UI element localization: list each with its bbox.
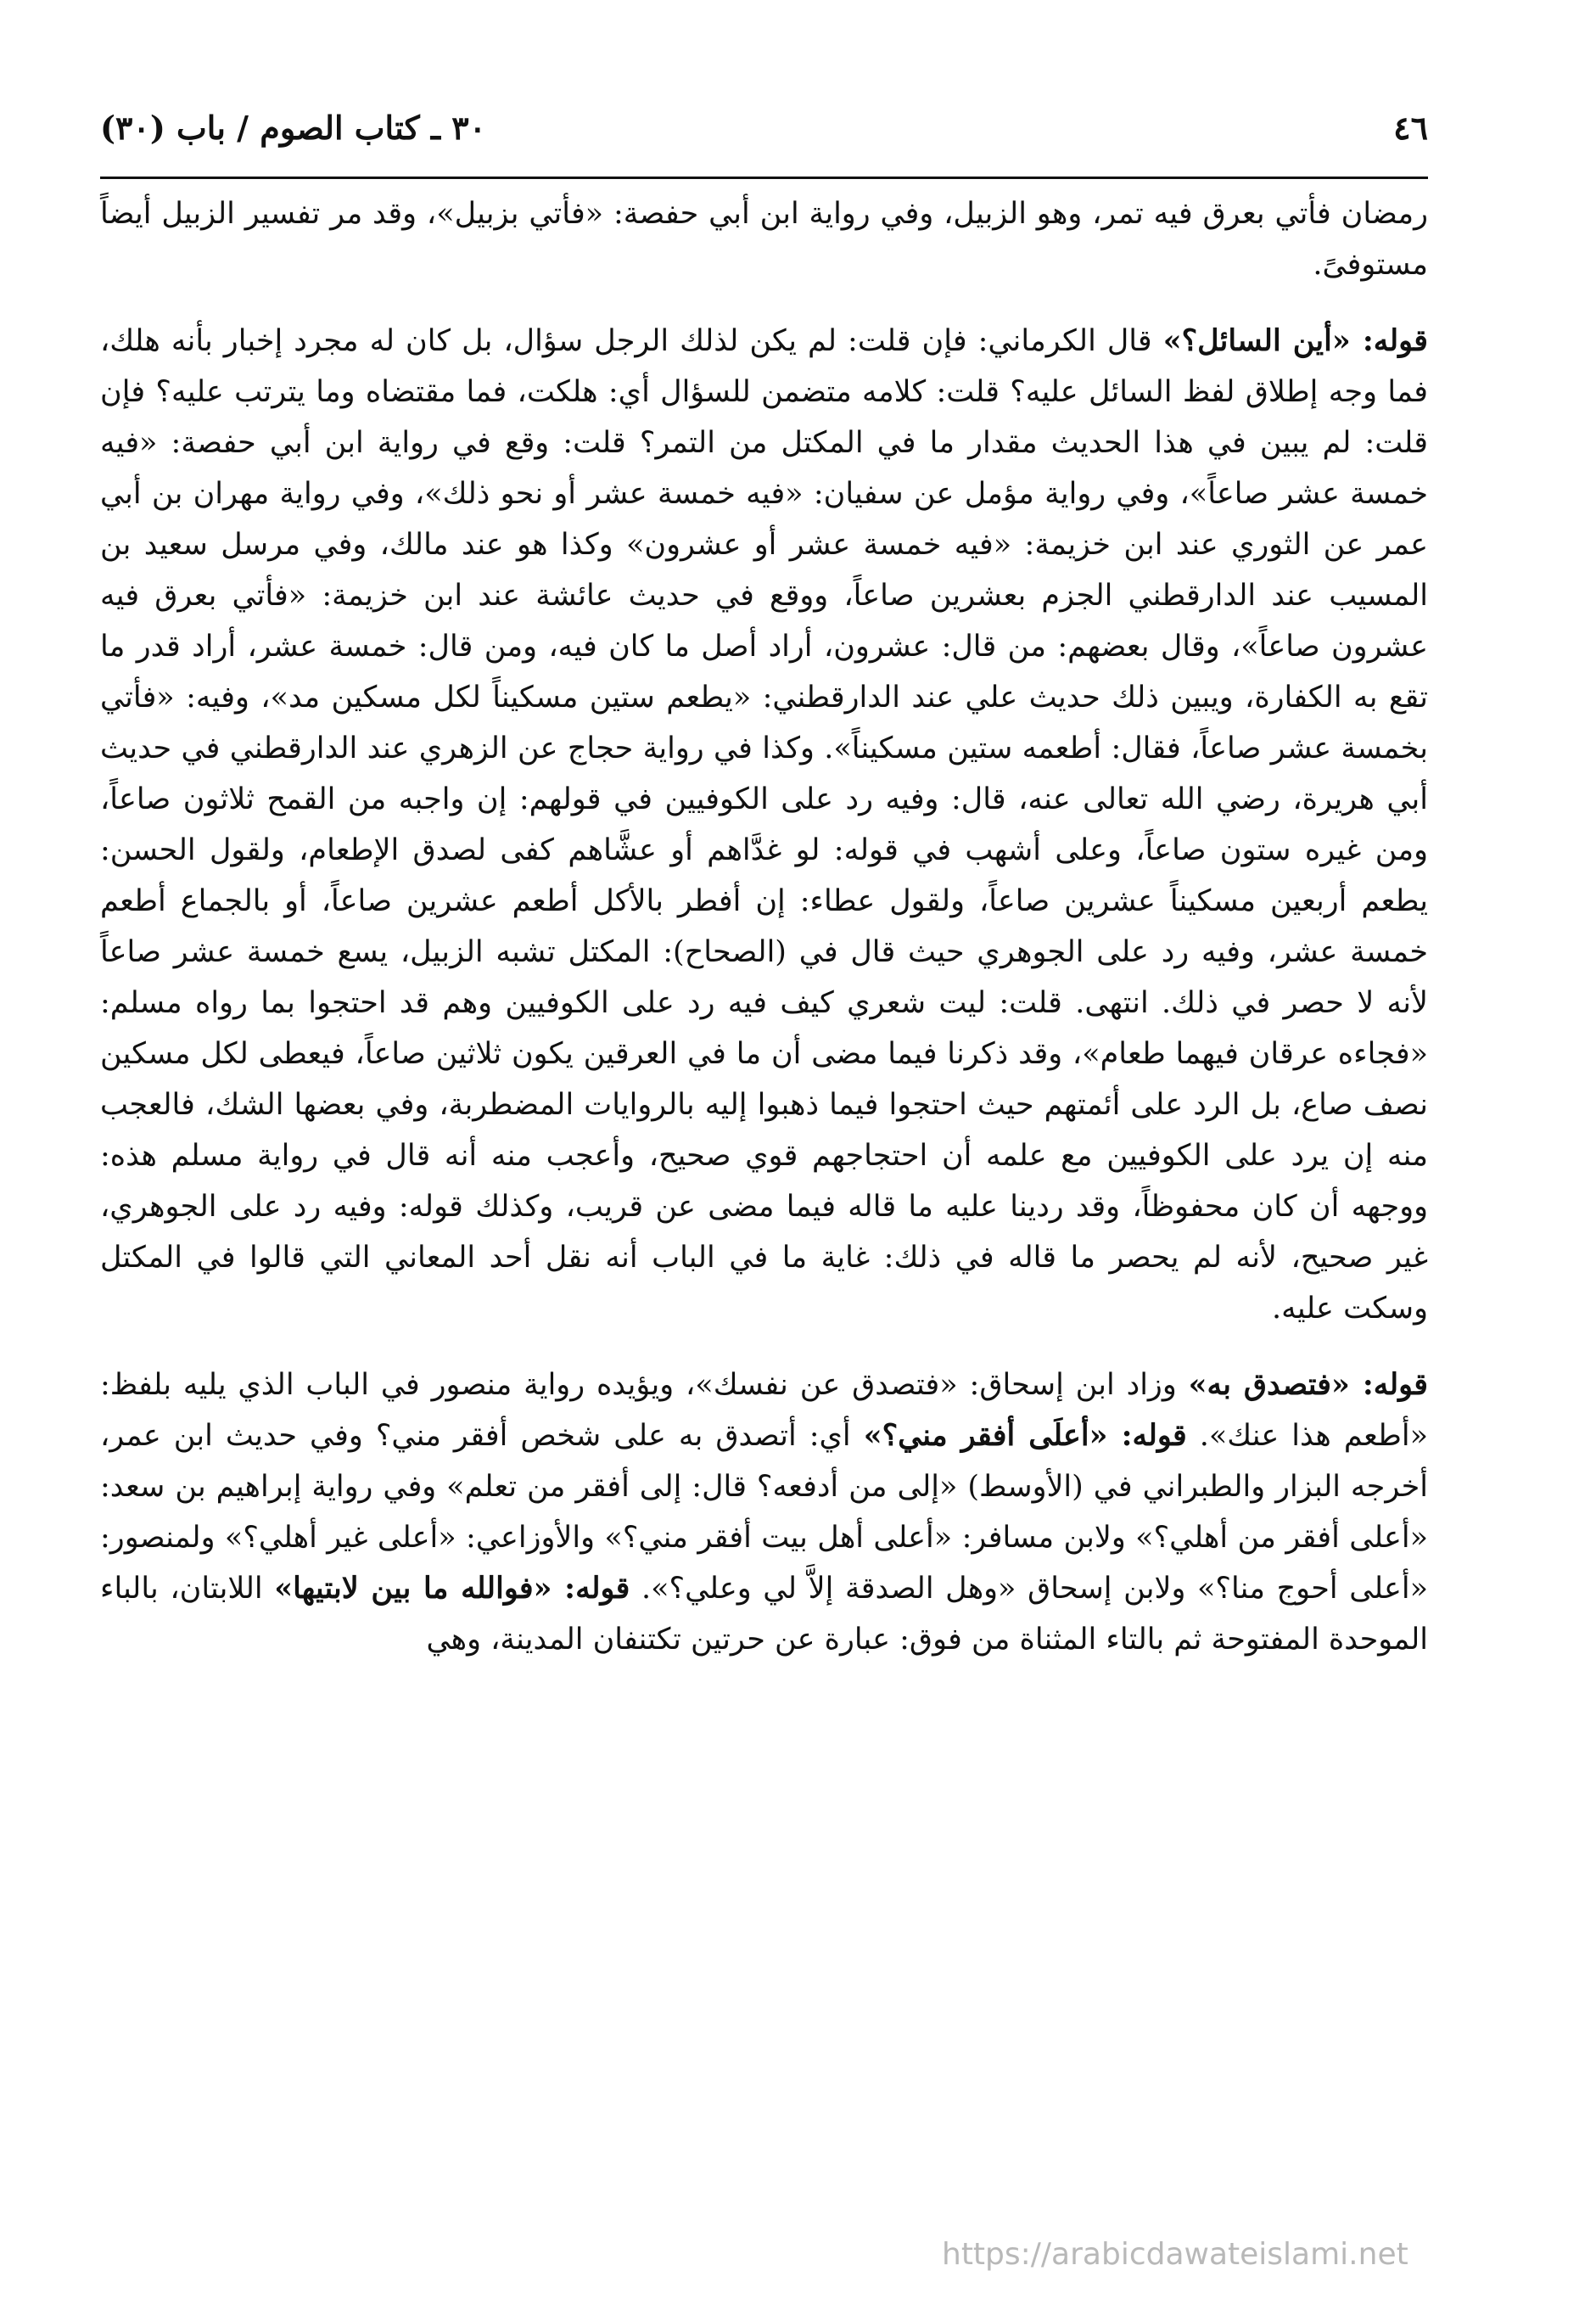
paragraph-3 (100, 1360, 1428, 1665)
body-text (100, 188, 1428, 1690)
paragraph-3-text: وزاد ابن إسحاق: «فتصدق عن نفسك»، ويؤيده رواية منصور في الباب الذي يليه بلفظ: «أطعم هذا عنك». (100, 1368, 1428, 1453)
paragraph-3-text-2: أي: أتصدق به على شخص أفقر مني؟ وفي حديث ابن عمر، أخرجه البزار والطبراني في (الأوسط) «إلى من أدفعه؟ قال: إلى أفقر من تعلم» وفي رواية إبراهيم بن سعد: «أعلى أفقر من أهلي؟» ولابن مسافر: «أعلى أهل بيت أفقر مني؟» والأوزاعي: «أعلى غير أهلي؟» ولمنصور: «أعلى أحوج منا؟» ولابن إسحاق «وهل الصدقة إلاَّ لي وعلي؟». (100, 1419, 1428, 1606)
paragraph-2 (100, 316, 1428, 1334)
page-number: ٤٦ (1393, 109, 1428, 147)
header-divider (100, 177, 1428, 179)
page-header (100, 109, 1428, 160)
paragraph-1-text: رمضان فأتي بعرق فيه تمر، وهو الزبيل، وفي رواية ابن أبي حفصة: «فأتي بزبيل»، وقد مر تفسير الزبيل أيضاً مستوفىً. (100, 197, 1428, 282)
paragraph-2-text: قال الكرماني: فإن قلت: لم يكن لذلك الرجل سؤال، بل كان له مجرد إخبار بأنه هلك، فما وجه إطلاق لفظ السائل عليه؟ قلت: كلامه متضمن للسؤال أي: هلكت، فما مقتضاه وما يترتب عليه؟ فإن قلت: لم يبين في هذا الحديث مقدار ما في المكتل من التمر؟ قلت: وقع في رواية ابن أبي حفصة: «فيه خمسة عشر صاعاً»، وفي رواية مؤمل عن سفيان: «فيه خمسة عشر أو نحو ذلك»، وفي رواية مهران بن أبي عمر عن الثوري عند ابن خزيمة: «فيه خمسة عشر أو عشرون» وكذا هو عند مالك، وفي مرسل سعيد بن المسيب عند الدارقطني الجزم بعشرين صاعاً، ووقع في حديث عائشة عند ابن خزيمة: «فأتي بعرق فيه عشرون صاعاً»، وقال بعضهم: من قال: عشرون، أراد أصل ما كان فيه، ومن قال: خمسة عشر، أراد قدر ما تقع به الكفارة، ويبين ذلك حديث علي عند الدارقطني: «يطعم ستين مسكيناً لكل مسكين مد»، وفيه: «فأتي بخمسة عشر صاعاً، فقال: أطعمه ستين مسكيناً». وكذا في رواية حجاج عن الزهري عند الدارقطني في حديث أبي هريرة، رضي الله تعالى عنه، قال: وفيه رد على الكوفيين في قولهم: إن واجبه من القمح ثلاثون صاعاً، ومن غيره ستون صاعاً، وعلى أشهب في قوله: لو غدَّاهم أو عشَّاهم كفى لصدق الإطعام، ولقول الحسن: يطعم أربعين مسكيناً عشرين صاعاً، ولقول عطاء: إن أفطر بالأكل أطعم عشرين صاعاً، أو بالجماع أطعم خمسة عشر، وفيه رد على الجوهري حيث قال في (الصحاح): المكتل تشبه الزبيل، يسع خمسة عشر صاعاً لأنه لا حصر في ذلك. انتهى. قلت: ليت شعري كيف فيه رد على الكوفيين وهم قد احتجوا بما رواه مسلم: «فجاءه عرقان فيهما طعام»، وقد ذكرنا فيما مضى أن ما في العرقين يكون ثلاثين صاعاً، فيعطى لكل مسكين نصف صاع، بل الرد على أئمتهم حيث احتجوا فيما ذهبوا إليه بالروايات المضطربة، وفي بعضها الشك، فالعجب منه إن يرد على الكوفيين مع علمه أن احتجاجهم قوي صحيح، وأعجب منه أنه قال في رواية مسلم هذه: ووجهه أن كان محفوظاً، وقد ردينا عليه ما قاله فيما مضى عن قريب، وكذلك قوله: وفيه رد على الجوهري، غير صحيح، لأنه لم يحصر ما قاله في ذلك: غاية ما في الباب أنه نقل أحد المعاني التي قالوا في المكتل وسكت عليه. (100, 324, 1428, 1326)
paragraph-3-text-3: اللابتان، بالباء الموحدة المفتوحة ثم بالتاء المثناة من فوق: عبارة عن حرتين تكتنفان المدينة، وهي (100, 1572, 1428, 1657)
running-title: ٣٠ ـ كتاب الصوم / باب (٣٠) (100, 109, 487, 147)
paragraph-3-lead-2: قوله: «أعلَى أفقر مني؟» (863, 1418, 1187, 1453)
paragraph-1 (100, 188, 1428, 290)
watermark-url: https://arabicdawateislami.net (942, 2237, 1408, 2272)
paragraph-3-lead: قوله: «فتصدق به» (1188, 1367, 1428, 1402)
paragraph-2-lead: قوله: «أين السائل؟» (1162, 323, 1428, 358)
paragraph-3-lead-3: قوله: «فوالله ما بين لابتيها» (274, 1571, 630, 1606)
